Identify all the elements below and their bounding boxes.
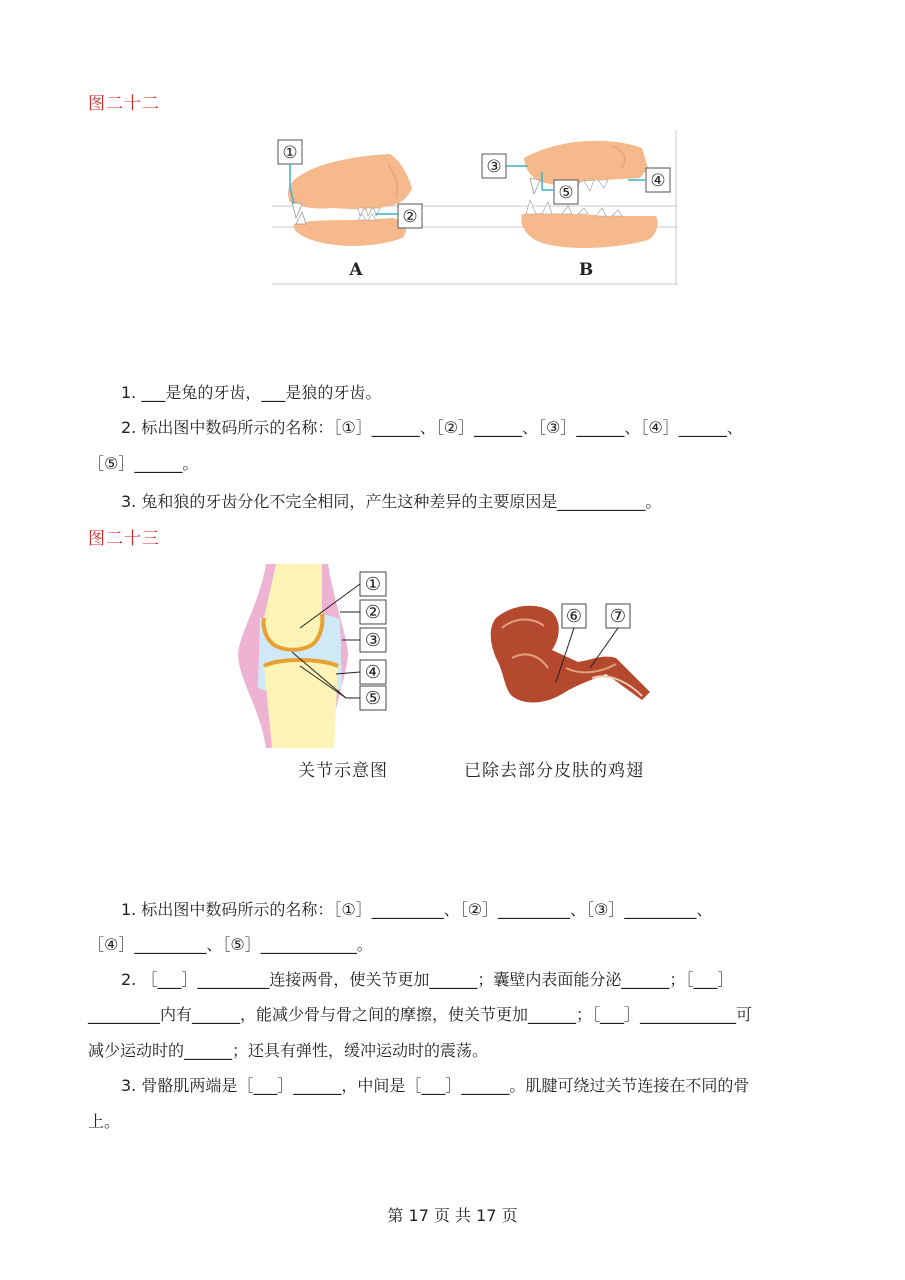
s1-question-2-line-2: ［⑤］______。 xyxy=(88,454,199,473)
joint-callout-1: ① xyxy=(364,574,382,595)
s2-question-1-line-2: ［④］_________、［⑤］____________。 xyxy=(88,935,373,954)
callout-5: ⑤ xyxy=(558,183,574,203)
s2-question-3-line-1: 3. 骨骼肌两端是［___］______，中间是［___］______。肌腱可绕过关节连接在不同的骨 xyxy=(121,1076,750,1095)
joint-callout-5: ⑤ xyxy=(364,688,382,709)
s1-question-1: 1. ___是兔的牙齿，___是狼的牙齿。 xyxy=(121,383,382,402)
s2-question-2-line-1: 2. ［___］_________连接两骨，使关节更加______；囊壁内表面能分泌______；［___］ xyxy=(121,970,734,989)
s2-question-1-line-1: 1. 标出图中数码所示的名称：［①］_________、［②］_________、［③］_________、 xyxy=(121,900,713,919)
joint-callout-3: ③ xyxy=(364,630,382,651)
s1-question-2-line-1: 2. 标出图中数码所示的名称：［①］______、［②］______、［③］______、［④］______、 xyxy=(121,418,743,437)
wing-caption: 已除去部分皮肤的鸡翅 xyxy=(464,761,644,781)
wolf-lower-jaw xyxy=(521,213,657,248)
figure-22-heading: 图二十二 xyxy=(88,94,160,114)
s2-question-2-line-2: _________内有______，能减少骨与骨之间的摩擦，使关节更加______；［___］____________可 xyxy=(88,1005,753,1024)
wing-callout-6: ⑥ xyxy=(565,606,583,627)
teeth-figure xyxy=(272,128,680,288)
figure-23-heading: 图二十三 xyxy=(88,529,160,549)
callout-1: ① xyxy=(282,143,298,163)
page-footer: 第 17 页 共 17 页 xyxy=(387,1206,518,1225)
label-b: B xyxy=(578,260,594,280)
joint-callout-4: ④ xyxy=(364,662,382,683)
lower-bone xyxy=(264,662,338,749)
callout-4: ④ xyxy=(650,171,666,191)
label-a: A xyxy=(349,260,363,280)
joint-diagram xyxy=(236,562,396,752)
s2-question-2-line-3: 减少运动时的______；还具有弹性，缓冲运动时的震荡。 xyxy=(88,1041,489,1060)
s1-question-3: 3. 兔和狼的牙齿分化不完全相同，产生这种差异的主要原因是___________。 xyxy=(121,492,662,511)
joint-caption: 关节示意图 xyxy=(298,761,388,781)
callout-2: ② xyxy=(402,207,418,227)
joint-callout-2: ② xyxy=(364,602,382,623)
s2-question-3-line-2: 上。 xyxy=(88,1112,121,1131)
callout-3: ③ xyxy=(486,157,502,177)
rabbit-lower-jaw xyxy=(294,218,406,246)
rabbit-upper-jaw xyxy=(288,154,412,210)
chicken-wing-photo xyxy=(482,598,662,718)
wing-callout-7: ⑦ xyxy=(609,606,627,627)
